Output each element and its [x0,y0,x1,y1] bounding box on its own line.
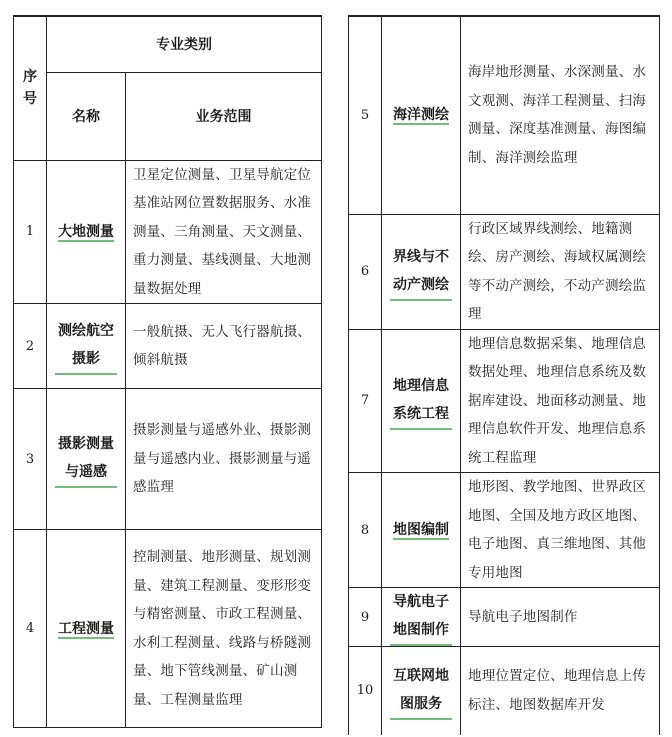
row-scope: 地形图、教学地图、世界政区地图、全国及地方政区地图、电子地图、真三维地图、其他专用地图 [461,473,660,588]
row-scope: 一般航摄、无人飞行器航摄、倾斜航摄 [126,304,322,389]
row-scope: 海岸地形测量、水深测量、水文观测、海洋工程测量、扫海测量、深度基准测量、海图编制、海洋测绘监理 [461,16,660,214]
row-scope: 导航电子地图制作 [461,588,660,647]
row-seq: 10 [349,647,382,735]
row-seq: 2 [14,304,47,389]
row-name: 导航电子地图制作 [382,588,461,647]
table-row [14,160,322,304]
row-seq: 6 [349,214,382,329]
row-name: 互联网地图服务 [382,647,461,735]
qualification-table-right [348,15,660,735]
row-scope: 地理信息数据采集、地理信息数据处理、地理信息系统及数据库建设、地面移动测量、地理信息软件开发、地理信息系统工程监理 [461,329,660,473]
row-scope: 卫星定位测量、卫星导航定位基准站网位置数据服务、水准测量、三角测量、天文测量、重力测量、基线测量、大地测量数据处理 [126,160,322,304]
row-scope: 摄影测量与遥感外业、摄影测量与遥感内业、摄影测量与遥感监理 [126,389,322,530]
name-header: 名称 [47,72,126,160]
row-name: 地理信息系统工程 [382,329,461,473]
row-seq: 1 [14,160,47,304]
row-name: 测绘航空摄影 [47,304,126,389]
row-name: 地图编制 [382,473,461,588]
row-name: 工程测量 [47,530,126,728]
scope-header: 业务范围 [126,72,322,160]
seq-header: 序号 [14,16,47,160]
table-row [349,588,660,647]
table-row [349,214,660,329]
table-row [349,647,660,735]
row-name: 大地测量 [47,160,126,304]
row-seq: 3 [14,389,47,530]
row-name: 界线与不动产测绘 [382,214,461,329]
table-row [349,16,660,214]
table-row [14,530,322,728]
category-header: 专业类别 [47,16,322,72]
row-seq: 4 [14,530,47,728]
row-seq: 7 [349,329,382,473]
table-row [349,473,660,588]
row-scope: 地理位置定位、地理信息上传标注、地图数据库开发 [461,647,660,735]
row-seq: 5 [349,16,382,214]
table-row [349,329,660,473]
row-seq: 9 [349,588,382,647]
row-name: 摄影测量与遥感 [47,389,126,530]
row-name: 海洋测绘 [382,16,461,214]
row-scope: 行政区域界线测绘、地籍测绘、房产测绘、海域权属测绘等不动产测绘，不动产测绘监理 [461,214,660,329]
table-row [14,389,322,530]
row-scope: 控制测量、地形测量、规划测量、建筑工程测量、变形形变与精密测量、市政工程测量、水利工程测量、线路与桥隧测量、地下管线测量、矿山测量、工程测量监理 [126,530,322,728]
table-row [14,304,322,389]
qualification-table-left [13,15,322,728]
row-seq: 8 [349,473,382,588]
